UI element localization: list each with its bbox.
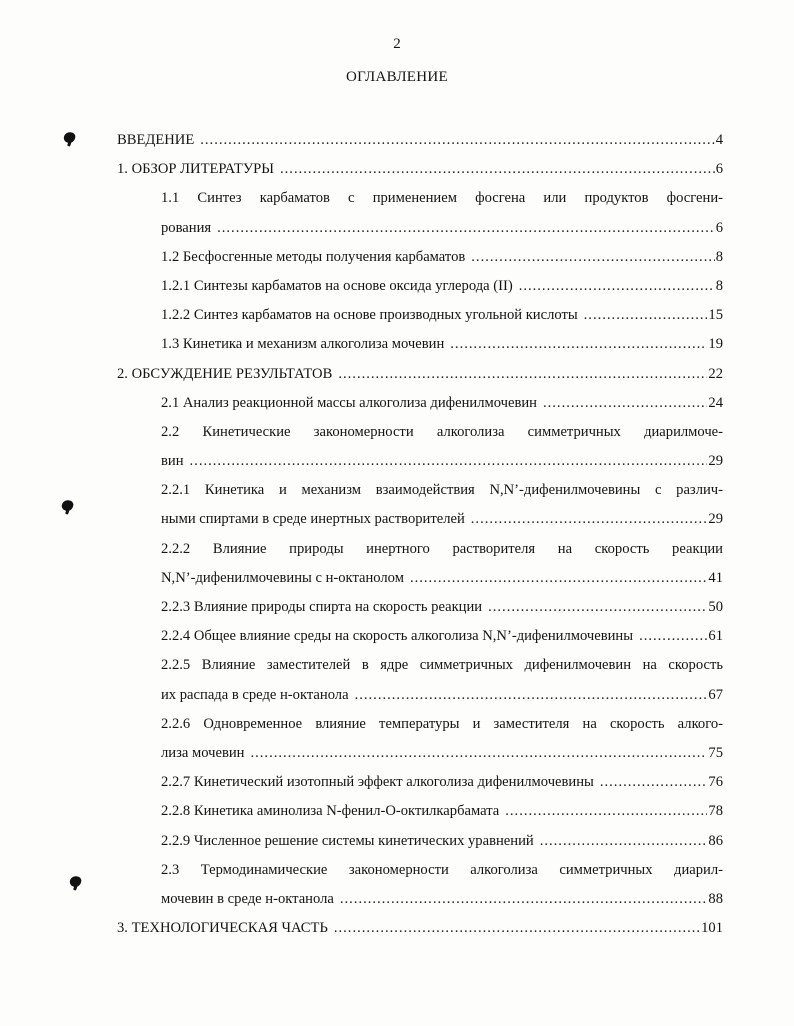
toc-entry[interactable]: вин ..... 29 xyxy=(161,447,723,476)
toc-entry[interactable]: 3. ТЕХНОЛОГИЧЕСКАЯ ЧАСТЬ ..... 101 xyxy=(117,914,723,943)
toc-entry-line[interactable]: 2.2.2 Влияние природы инертного растворителя на скорость реакции xyxy=(161,540,723,557)
toc-entry[interactable]: 1.2.2 Синтез карбаматов на основе производных угольной кислоты ..... 15 xyxy=(161,301,723,330)
toc-entry[interactable]: 1.2.1 Синтезы карбаматов на основе оксида углерода (II) ..... 8 xyxy=(161,272,723,301)
toc-entry[interactable]: 1.2 Бесфосгенные методы получения карбаматов ..... 8 xyxy=(161,243,723,272)
toc-entry-line[interactable]: 2.2.5 Влияние заместителей в ядре симметричных дифенилмочевин на скорость xyxy=(161,657,723,674)
page-number: 2 xyxy=(393,36,401,52)
toc-entry-line[interactable]: 2.2.1 Кинетика и механизм взаимодействия N,N’-дифенилмочевины с различ- xyxy=(161,482,723,499)
table-of-contents xyxy=(0,126,794,943)
toc-entry[interactable]: ными спиртами в среде инертных растворителей ..... 29 xyxy=(161,505,723,534)
toc-entry[interactable]: 1. ОБЗОР ЛИТЕРАТУРЫ ..... 6 xyxy=(117,155,723,184)
toc-entry[interactable]: N,N’-дифенилмочевины с н-октанолом ..... 41 xyxy=(161,564,723,593)
toc-entry-line[interactable]: 2.2.6 Одновременное влияние температуры и заместителя на скорость алкого- xyxy=(161,715,723,732)
toc-entry[interactable]: их распада в среде н-октанола ..... 67 xyxy=(161,681,723,710)
toc-entry[interactable]: 2. ОБСУЖДЕНИЕ РЕЗУЛЬТАТОВ ..... 22 xyxy=(117,360,723,389)
toc-entry[interactable]: 2.2.8 Кинетика аминолиза N-фенил-О-октилкарбамата ..... 78 xyxy=(161,797,723,826)
toc-entry[interactable]: рования ..... 6 xyxy=(161,214,723,243)
toc-entry[interactable]: лиза мочевин ..... 75 xyxy=(161,739,723,768)
toc-entry[interactable]: 2.2.4 Общее влияние среды на скорость алкоголиза N,N’-дифенилмочевины ..... 61 xyxy=(161,622,723,651)
toc-entry[interactable]: 1.3 Кинетика и механизм алкоголиза мочевин ..... 19 xyxy=(161,330,723,359)
toc-entry[interactable]: 2.2.9 Численное решение системы кинетических уравнений ..... 86 xyxy=(161,827,723,856)
toc-entry-line[interactable]: 2.2 Кинетические закономерности алкоголиза симметричных диарилмоче- xyxy=(161,423,723,440)
toc-entry-line[interactable]: 1.1 Синтез карбаматов с применением фосгена или продуктов фосгени- xyxy=(161,190,723,207)
toc-entry-line[interactable]: 2.3 Термодинамические закономерности алкоголиза симметричных диарил- xyxy=(161,861,723,878)
page-title: ОГЛАВЛЕНИЕ xyxy=(346,69,448,85)
toc-entry[interactable]: 2.1 Анализ реакционной массы алкоголиза дифенилмочевин ..... 24 xyxy=(161,389,723,418)
toc-entry[interactable]: ВВЕДЕНИЕ ..... 4 xyxy=(117,126,723,155)
toc-entry[interactable]: мочевин в среде н-октанола ..... 88 xyxy=(161,885,723,914)
toc-entry[interactable]: 2.2.3 Влияние природы спирта на скорость реакции ..... 50 xyxy=(161,593,723,622)
toc-entry[interactable]: 2.2.7 Кинетический изотопный эффект алкоголиза дифенилмочевины ..... 76 xyxy=(161,768,723,797)
